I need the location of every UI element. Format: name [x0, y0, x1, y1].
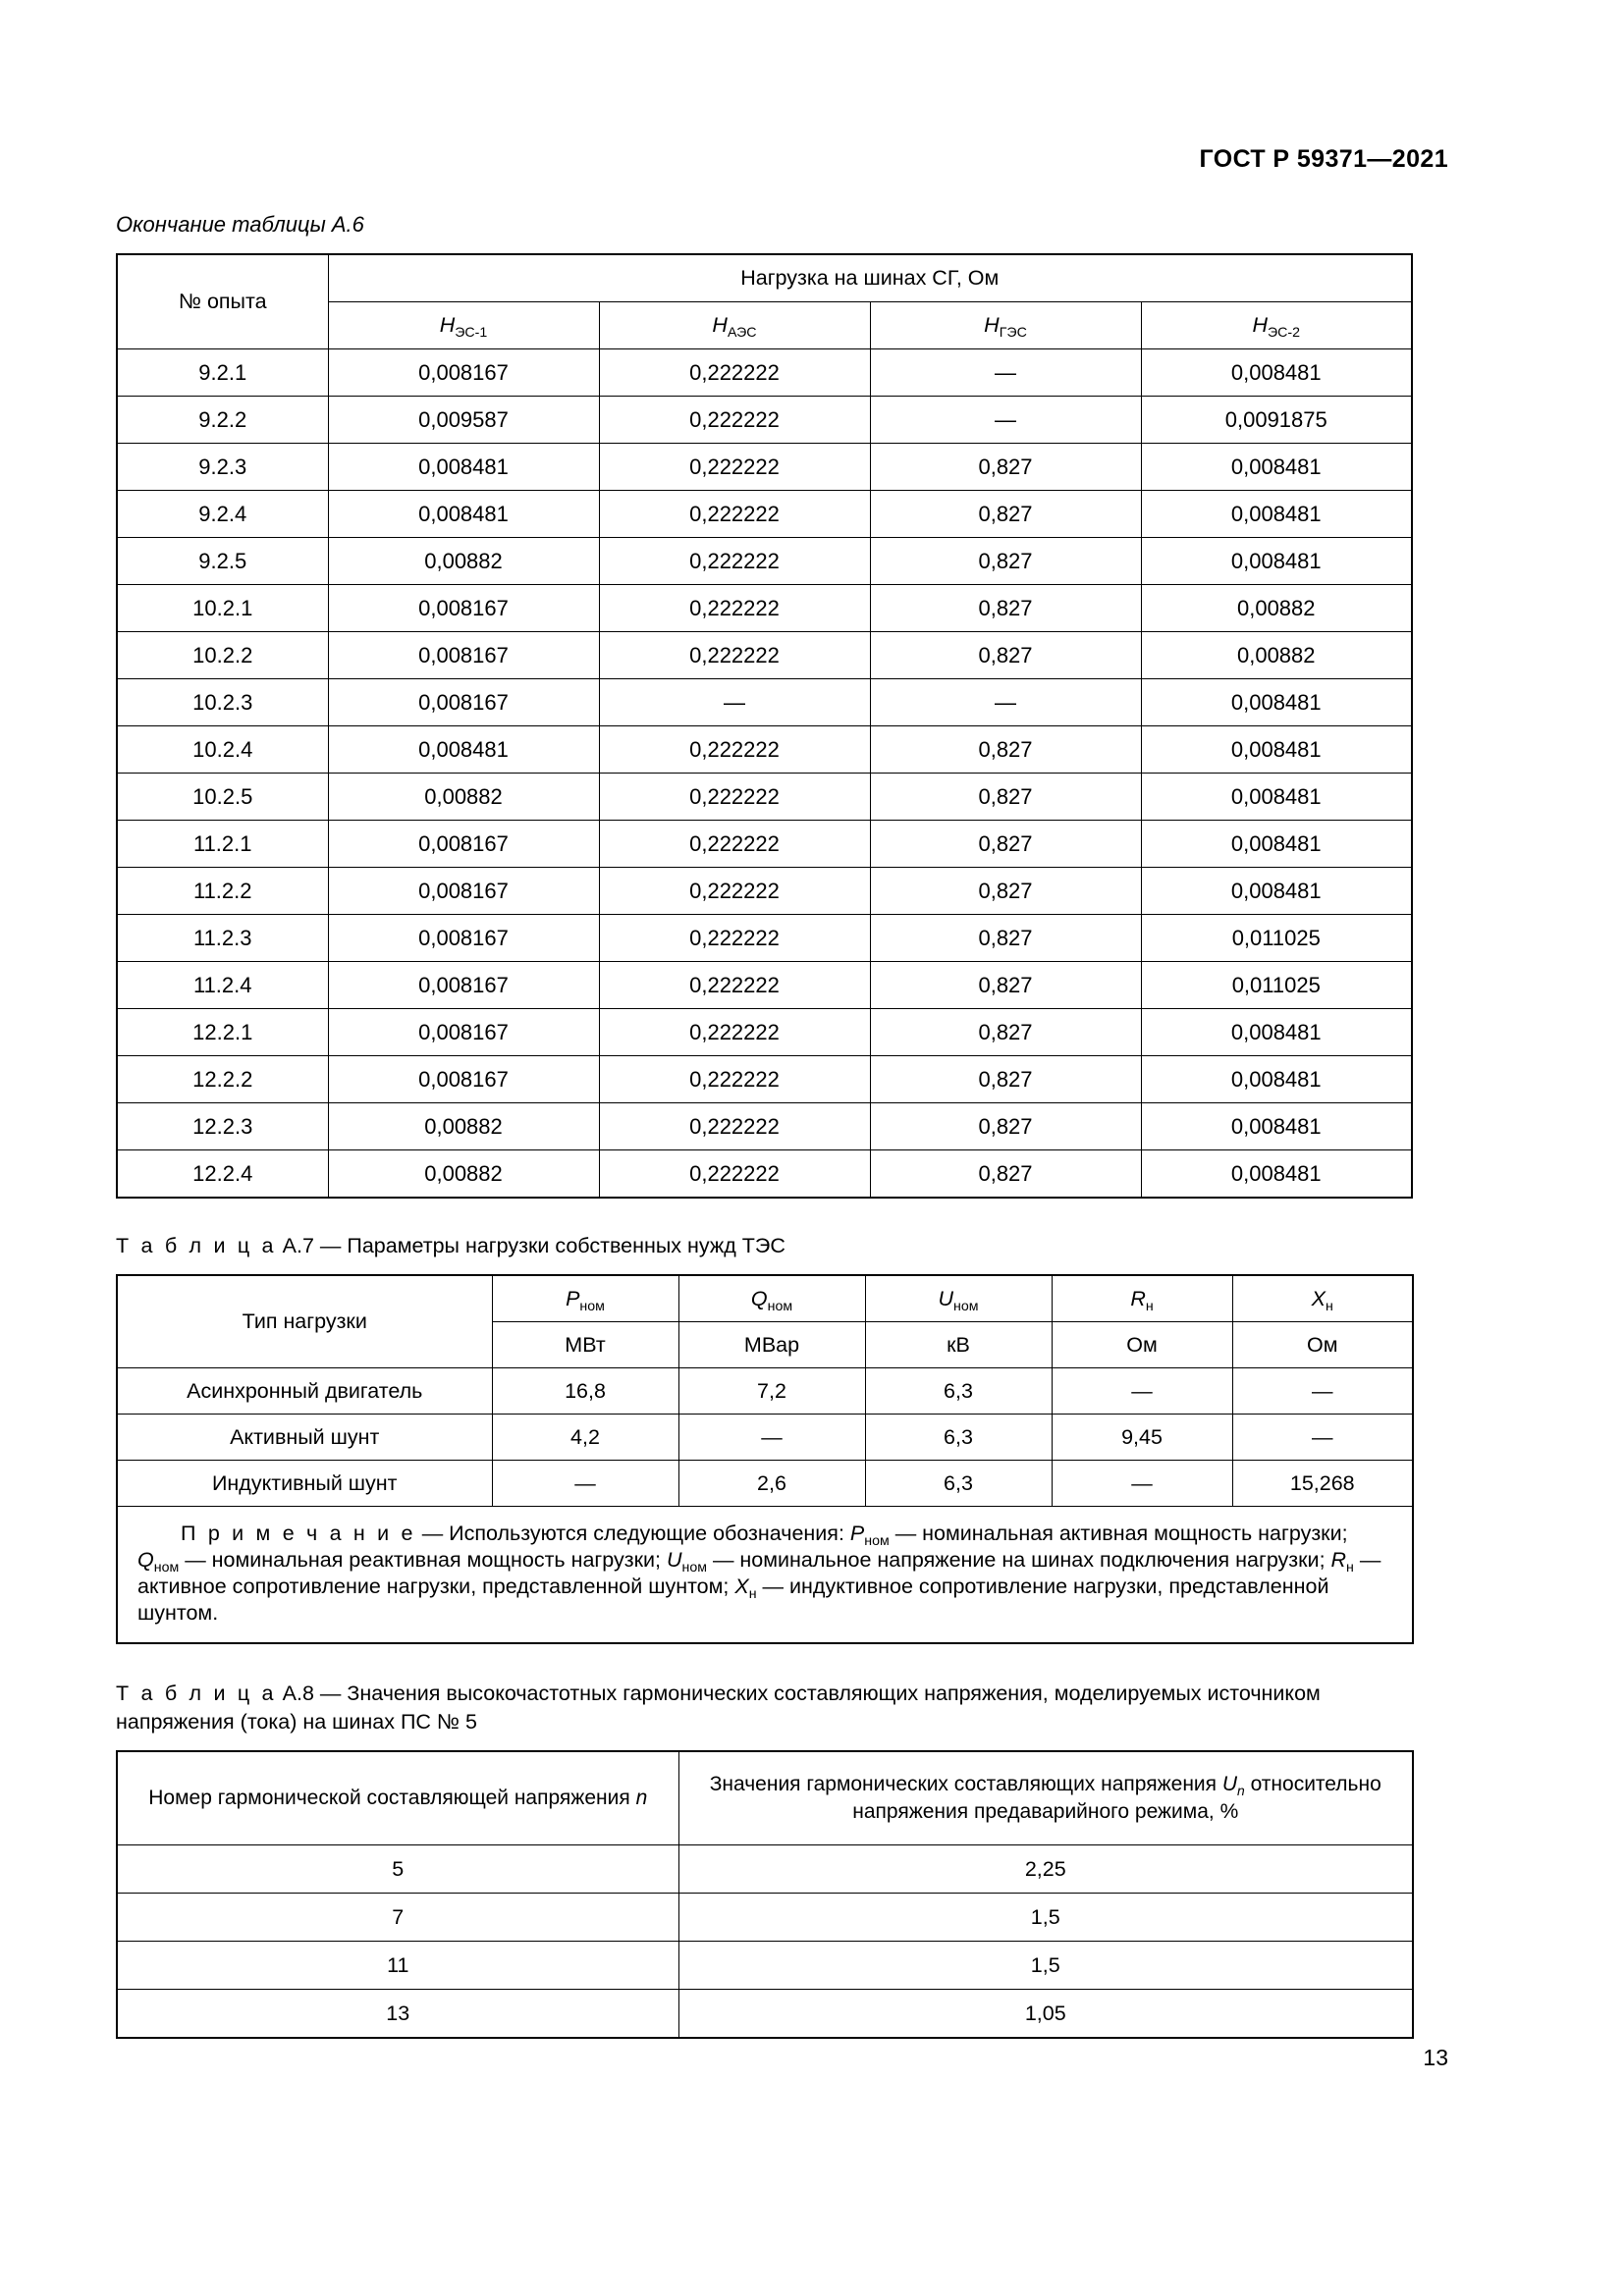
table-a6-cell-es1: 0,008167 [328, 679, 599, 726]
table-a6-cell-num: 10.2.1 [117, 585, 328, 632]
document-standard-header: ГОСТ Р 59371—2021 [1199, 145, 1448, 173]
table-a6-cell-num: 12.2.2 [117, 1056, 328, 1103]
table-a6-cell-aes: 0,222222 [599, 632, 870, 679]
note-part-5: — активное сопротивление нагрузки, представленной шунтом; [137, 1548, 1381, 1599]
table-a6-col-group-header-load: Нагрузка на шинах СГ, Ом [328, 254, 1412, 302]
table-a6-cell-ges: 0,827 [870, 868, 1141, 915]
table-a6-cell-num: 10.2.3 [117, 679, 328, 726]
table-a8-caption-label: Т а б л и ц а [116, 1681, 277, 1705]
table-a6-cell-es2: 0,008481 [1141, 538, 1412, 585]
table-a6-cell-ges: 0,827 [870, 1150, 1141, 1199]
note-symbol-q: Q [137, 1548, 154, 1573]
table-a6-cell-num: 12.2.1 [117, 1009, 328, 1056]
table-a6-cell-es1: 0,008167 [328, 349, 599, 397]
table-row [117, 915, 1412, 962]
table-row [117, 538, 1412, 585]
table-a6-cell-es2: 0,008481 [1141, 726, 1412, 774]
table-a6-cell-es1: 0,00882 [328, 1150, 599, 1199]
table-a6-cell-ges: 0,827 [870, 538, 1141, 585]
table-a7-cell-q: 7,2 [678, 1368, 865, 1415]
table-a6-cell-es2: 0,008481 [1141, 1056, 1412, 1103]
table-a7-cell-type: Асинхронный двигатель [117, 1368, 492, 1415]
table-a6-cell-num: 9.2.4 [117, 491, 328, 538]
table-row [117, 1103, 1412, 1150]
table-a7-cell-u: 6,3 [865, 1368, 1052, 1415]
table-a6-cell-ges: 0,827 [870, 444, 1141, 491]
table-row [117, 1056, 1412, 1103]
table-a7-unit-r: Ом [1052, 1322, 1232, 1368]
table-a6-cell-aes: — [599, 679, 870, 726]
table-a7-cell-x: — [1232, 1368, 1413, 1415]
table-a7-cell-p: 16,8 [492, 1368, 678, 1415]
table-a6-cell-num: 12.2.4 [117, 1150, 328, 1199]
table-a7-col-header-u-nom: $U_{ном}$ [865, 1275, 1052, 1322]
table-row [117, 774, 1412, 821]
table-a6-cell-aes: 0,222222 [599, 349, 870, 397]
table-a6-cell-aes: 0,222222 [599, 585, 870, 632]
table-a6-cell-es1: 0,008481 [328, 726, 599, 774]
table-a6-cell-es2: 0,00882 [1141, 585, 1412, 632]
table-a6-cell-num: 9.2.5 [117, 538, 328, 585]
table-a6-cell-aes: 0,222222 [599, 444, 870, 491]
table-a7-cell-type: Индуктивный шунт [117, 1461, 492, 1507]
table-row [117, 444, 1412, 491]
table-a7-cell-x: 15,268 [1232, 1461, 1413, 1507]
table-a6-cell-aes: 0,222222 [599, 1009, 870, 1056]
table-a6-cell-aes: 0,222222 [599, 1056, 870, 1103]
table-a7-caption-text: А.7 — Параметры нагрузки собственных нужд ТЭС [282, 1234, 785, 1258]
table-a6-cell-ges: 0,827 [870, 821, 1141, 868]
note-part-4: — номинальное напряжение на шинах подключения нагрузки; [706, 1548, 1331, 1573]
table-a6-cell-es2: 0,008481 [1141, 444, 1412, 491]
table-a6-cell-es1: 0,009587 [328, 397, 599, 444]
table-a6-cell-aes: 0,222222 [599, 821, 870, 868]
table-a6-cell-ges: — [870, 349, 1141, 397]
table-row [117, 1461, 1413, 1507]
table-a8-cell-value: 1,05 [678, 1989, 1413, 2038]
table-a7-unit-x: Ом [1232, 1322, 1413, 1368]
table-a7-col-header-r-n: $R_н$ [1052, 1275, 1232, 1322]
table-a6-cell-num: 10.2.2 [117, 632, 328, 679]
table-row [117, 1009, 1412, 1056]
table-a6-col-header-h-ges: $H_{ГЭС}$ [870, 302, 1141, 349]
table-row [117, 397, 1412, 444]
table-a6-cell-num: 11.2.1 [117, 821, 328, 868]
table-a7-cell-q: — [678, 1415, 865, 1461]
table-a6-cell-es2: 0,011025 [1141, 915, 1412, 962]
table-a7-cell-u: 6,3 [865, 1461, 1052, 1507]
table-a7-caption [116, 1232, 1412, 1260]
table-row [117, 868, 1412, 915]
table-a6-cell-es1: 0,008167 [328, 585, 599, 632]
table-a6-cell-es2: 0,008481 [1141, 1103, 1412, 1150]
table-a6-cell-es2: 0,008481 [1141, 679, 1412, 726]
table-row [117, 491, 1412, 538]
table-a6-cell-es2: 0,008481 [1141, 491, 1412, 538]
table-a6-cell-ges: 0,827 [870, 1056, 1141, 1103]
table-a6-cell-aes: 0,222222 [599, 962, 870, 1009]
table-a6-cell-es1: 0,008167 [328, 1009, 599, 1056]
table-a6-cell-num: 10.2.4 [117, 726, 328, 774]
table-a6-cell-es1: 0,008167 [328, 868, 599, 915]
page-content [116, 212, 1412, 2039]
table-a6-cell-es2: 0,011025 [1141, 962, 1412, 1009]
table-a8-cell-n: 13 [117, 1989, 678, 2038]
table-a6-cell-num: 9.2.2 [117, 397, 328, 444]
table-a7-cell-u: 6,3 [865, 1415, 1052, 1461]
table-a6 [116, 253, 1413, 1199]
table-a7-cell-r: — [1052, 1368, 1232, 1415]
table-row [117, 679, 1412, 726]
table-a6-cell-es1: 0,008167 [328, 962, 599, 1009]
table-row [117, 1989, 1413, 2038]
table-a6-cell-es2: 0,008481 [1141, 868, 1412, 915]
table-a6-cell-es2: 0,008481 [1141, 774, 1412, 821]
table-a8-cell-n: 11 [117, 1941, 678, 1989]
table-a8-col-header-harmonic-number: Номер гармонической составляющей напряжения n [117, 1751, 678, 1845]
table-a7-caption-label: Т а б л и ц а [116, 1234, 277, 1258]
table-a7-col-header-p-nom: $P_{ном}$ [492, 1275, 678, 1322]
table-a8-cell-value: 1,5 [678, 1893, 1413, 1941]
table-row [117, 349, 1412, 397]
table-row [117, 1415, 1413, 1461]
table-a6-cell-num: 11.2.2 [117, 868, 328, 915]
table-a7-unit-u: кВ [865, 1322, 1052, 1368]
table-a7-cell-r: 9,45 [1052, 1415, 1232, 1461]
table-a6-cell-num: 9.2.3 [117, 444, 328, 491]
table-a6-cell-ges: 0,827 [870, 585, 1141, 632]
table-a6-cell-es1: 0,00882 [328, 774, 599, 821]
table-a7-cell-q: 2,6 [678, 1461, 865, 1507]
table-a6-cell-es1: 0,008481 [328, 444, 599, 491]
table-a6-col-header-experiment-number: № опыта [117, 254, 328, 349]
table-a7-cell-p: — [492, 1461, 678, 1507]
table-row [117, 1150, 1412, 1199]
table-a6-cell-ges: 0,827 [870, 915, 1141, 962]
table-a6-cell-ges: 0,827 [870, 632, 1141, 679]
table-a6-cell-es1: 0,008167 [328, 821, 599, 868]
note-symbol-r: R [1330, 1548, 1347, 1573]
table-a6-cell-es2: 0,008481 [1141, 821, 1412, 868]
table-a6-cell-num: 11.2.4 [117, 962, 328, 1009]
table-a6-cell-es1: 0,008167 [328, 632, 599, 679]
table-a6-cell-aes: 0,222222 [599, 1103, 870, 1150]
table-a6-cell-es2: 0,008481 [1141, 1150, 1412, 1199]
table-a6-cell-ges: 0,827 [870, 1103, 1141, 1150]
table-a8-cell-value: 1,5 [678, 1941, 1413, 1989]
note-sub-3: ном [681, 1559, 707, 1575]
table-a6-cell-es1: 0,00882 [328, 1103, 599, 1150]
table-a7-col-header-x-n: $X_н$ [1232, 1275, 1413, 1322]
table-a6-continuation-caption: Окончание таблицы А.6 [116, 212, 364, 237]
table-a6-cell-ges: 0,827 [870, 962, 1141, 1009]
table-row [117, 1893, 1413, 1941]
table-a6-cell-aes: 0,222222 [599, 774, 870, 821]
table-a6-cell-ges: — [870, 397, 1141, 444]
table-a7-col-header-load-type: Тип нагрузки [117, 1275, 492, 1368]
table-a6-cell-num: 9.2.1 [117, 349, 328, 397]
table-a6-cell-num: 11.2.3 [117, 915, 328, 962]
table-a6-cell-ges: — [870, 679, 1141, 726]
table-a8-cell-n: 5 [117, 1844, 678, 1893]
table-a8-cell-n: 7 [117, 1893, 678, 1941]
table-a7 [116, 1274, 1414, 1644]
table-row [117, 1844, 1413, 1893]
table-a7-cell-r: — [1052, 1461, 1232, 1507]
note-symbol-u: U [666, 1548, 682, 1573]
table-a6-col-header-h-aes: $H_{АЭС}$ [599, 302, 870, 349]
table-row [117, 1368, 1413, 1415]
table-a8-caption [116, 1680, 1412, 1736]
table-a7-cell-x: — [1232, 1415, 1413, 1461]
table-a8-col-header-harmonic-value: Значения гармонических составляющих напряжения $U_n$ относительно напряжения предаварийного режима, % [678, 1751, 1413, 1845]
table-a6-header-row-1 [117, 254, 1412, 302]
table-a6-cell-aes: 0,222222 [599, 726, 870, 774]
table-a8 [116, 1750, 1414, 2039]
note-part-3: — номинальная реактивная мощность нагрузки; [179, 1548, 667, 1573]
note-sub-5: н [748, 1585, 757, 1602]
table-a6-cell-es2: 0,008481 [1141, 349, 1412, 397]
table-a6-cell-ges: 0,827 [870, 774, 1141, 821]
table-a6-cell-aes: 0,222222 [599, 868, 870, 915]
table-a8-caption-text: А.8 — Значения высокочастотных гармонических составляющих напряжения, моделируемых источником напряжения (тока) на шинах ПС № 5 [116, 1681, 1321, 1734]
table-a7-unit-p: МВт [492, 1322, 678, 1368]
table-a6-cell-ges: 0,827 [870, 491, 1141, 538]
table-a6-cell-aes: 0,222222 [599, 397, 870, 444]
table-a6-cell-aes: 0,222222 [599, 491, 870, 538]
table-a7-cell-type: Активный шунт [117, 1415, 492, 1461]
note-sub-2: ном [153, 1559, 180, 1575]
note-part-2: — номинальная активная мощность нагрузки; [889, 1522, 1348, 1546]
table-a6-col-header-h-es2: $H_{ЭС-2}$ [1141, 302, 1412, 349]
table-a6-cell-num: 12.2.3 [117, 1103, 328, 1150]
note-part-1: — Используются следующие обозначения: [415, 1522, 850, 1546]
table-a6-cell-aes: 0,222222 [599, 1150, 870, 1199]
table-row [117, 962, 1412, 1009]
table-a6-cell-es1: 0,008481 [328, 491, 599, 538]
table-row [117, 632, 1412, 679]
page-number: 13 [1423, 2045, 1448, 2070]
table-a7-unit-q: МВар [678, 1322, 865, 1368]
table-row [117, 726, 1412, 774]
table-a8-cell-value: 2,25 [678, 1844, 1413, 1893]
table-row [117, 821, 1412, 868]
table-a6-cell-es2: 0,0091875 [1141, 397, 1412, 444]
note-symbol-x: X [734, 1575, 749, 1599]
note-symbol-p: P [849, 1522, 865, 1546]
table-a6-cell-ges: 0,827 [870, 726, 1141, 774]
table-a6-cell-aes: 0,222222 [599, 915, 870, 962]
table-a6-cell-es2: 0,00882 [1141, 632, 1412, 679]
table-a6-col-header-h-es1: $H_{ЭС-1}$ [328, 302, 599, 349]
table-a6-cell-num: 10.2.5 [117, 774, 328, 821]
table-a7-note [117, 1507, 1413, 1643]
note-part-6: — индуктивное сопротивление нагрузки, представленной шунтом. [137, 1575, 1329, 1626]
table-a7-header-row-1 [117, 1275, 1413, 1322]
table-a7-col-header-q-nom: $Q_{ном}$ [678, 1275, 865, 1322]
note-label: П р и м е ч а н и е [181, 1522, 416, 1546]
table-a6-cell-aes: 0,222222 [599, 538, 870, 585]
table-a7-note-row [117, 1507, 1413, 1643]
table-a6-cell-es1: 0,008167 [328, 915, 599, 962]
note-sub-4: н [1346, 1559, 1354, 1575]
table-a6-cell-es2: 0,008481 [1141, 1009, 1412, 1056]
table-a6-cell-ges: 0,827 [870, 1009, 1141, 1056]
table-row [117, 1941, 1413, 1989]
table-a6-cell-es1: 0,008167 [328, 1056, 599, 1103]
table-row [117, 585, 1412, 632]
table-a7-cell-p: 4,2 [492, 1415, 678, 1461]
table-a6-cell-es1: 0,00882 [328, 538, 599, 585]
note-sub-1: ном [864, 1532, 890, 1549]
table-a8-header-row [117, 1751, 1413, 1845]
